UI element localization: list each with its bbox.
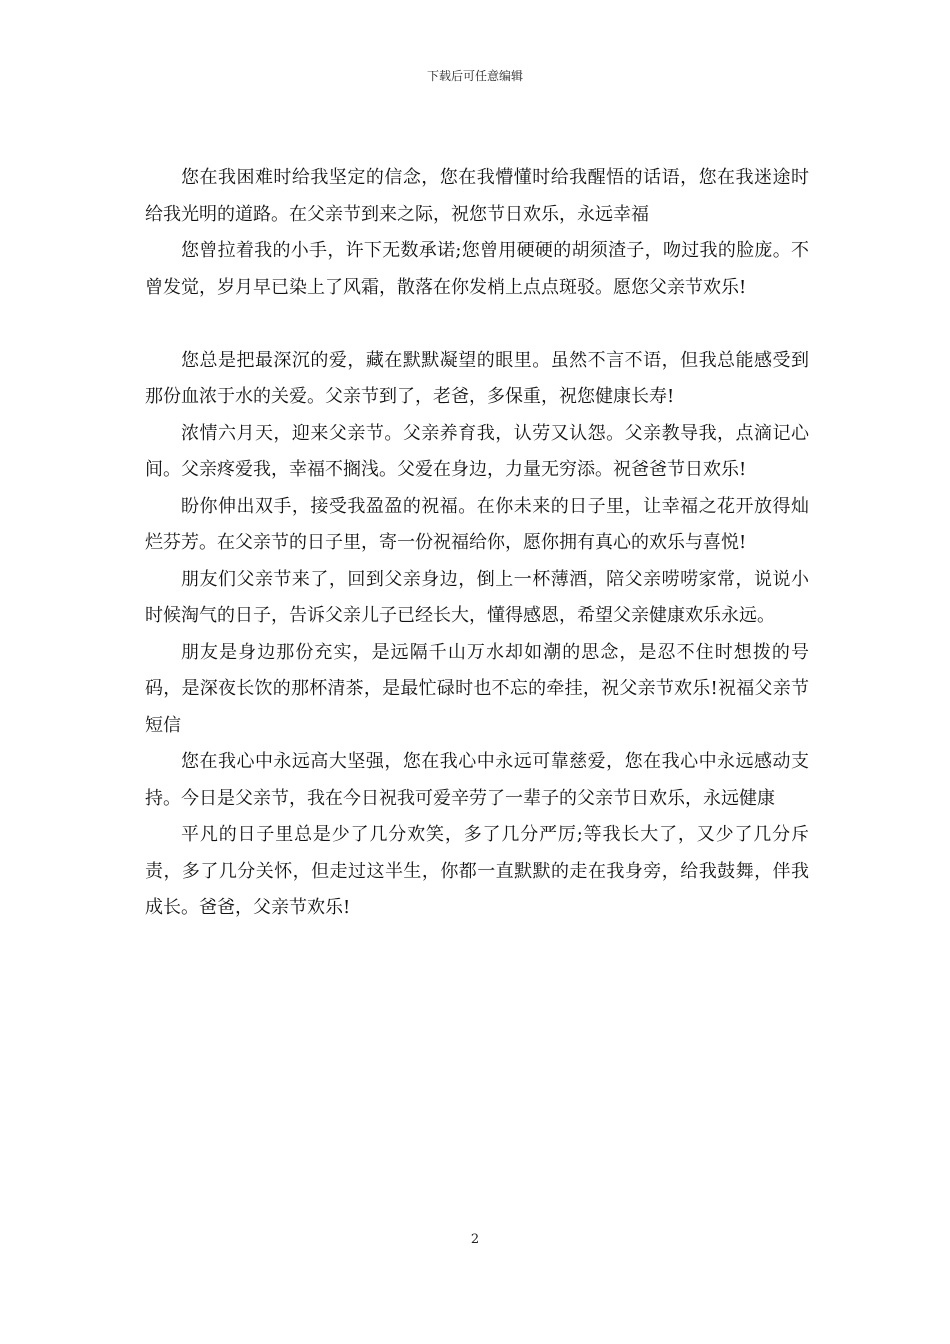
paragraph-6: 朋友们父亲节来了，回到父亲身边，倒上一杯薄酒，陪父亲唠唠家常，说说小时候淘气的日子，告诉父亲儿子已经长大，懂得感恩，希望父亲健康欢乐永远。 [145,568,809,626]
paragraph-7: 朋友是身边那份充实，是远隔千山万水却如潮的思念，是忍不住时想拨的号码，是深夜长饮的那杯清茶，是最忙碌时也不忘的牵挂，祝父亲节欢乐!祝福父亲节短信 [145,641,809,736]
document-body [145,160,809,927]
page-number: 2 [470,1232,480,1247]
paragraph-8: 您在我心中永远高大坚强，您在我心中永远可靠慈爱，您在我心中永远感动支持。今日是父亲节，我在今日祝我可爱辛劳了一辈子的父亲节日欢乐，永远健康 [145,751,809,809]
paragraph-4: 浓情六月天，迎来父亲节。父亲养育我，认劳又认怨。父亲教导我，点滴记心间。父亲疼爱我，幸福不搁浅。父爱在身边，力量无穷添。祝爸爸节日欢乐! [145,422,809,480]
page-header: 下载后可任意编辑 [426,69,523,83]
paragraph-1: 您在我困难时给我坚定的信念，您在我懵懂时给我醒悟的话语，您在我迷途时给我光明的道路。在父亲节到来之际，祝您节日欢乐，永远幸福 [145,167,809,225]
paragraph-5: 盼你伸出双手，接受我盈盈的祝福。在你未来的日子里，让幸福之花开放得灿烂芬芳。在父亲节的日子里，寄一份祝福给你，愿你拥有真心的欢乐与喜悦! [145,495,809,553]
paragraph-9: 平凡的日子里总是少了几分欢笑，多了几分严厉;等我长大了，又少了几分斥责，多了几分关怀，但走过这半生，你都一直默默的走在我身旁，给我鼓舞，伴我成长。爸爸，父亲节欢乐! [145,824,809,918]
paragraph-gap [145,306,809,343]
paragraph-3: 您总是把最深沉的爱，藏在默默凝望的眼里。虽然不言不语，但我总能感受到那份血浓于水的关爱。父亲节到了，老爸，多保重，祝您健康长寿! [145,349,809,407]
paragraph-2: 您曾拉着我的小手，许下无数承诺;您曾用硬硬的胡须渣子，吻过我的脸庞。不曾发觉，岁月早已染上了风霜，散落在你发梢上点点斑驳。愿您父亲节欢乐! [145,240,809,298]
